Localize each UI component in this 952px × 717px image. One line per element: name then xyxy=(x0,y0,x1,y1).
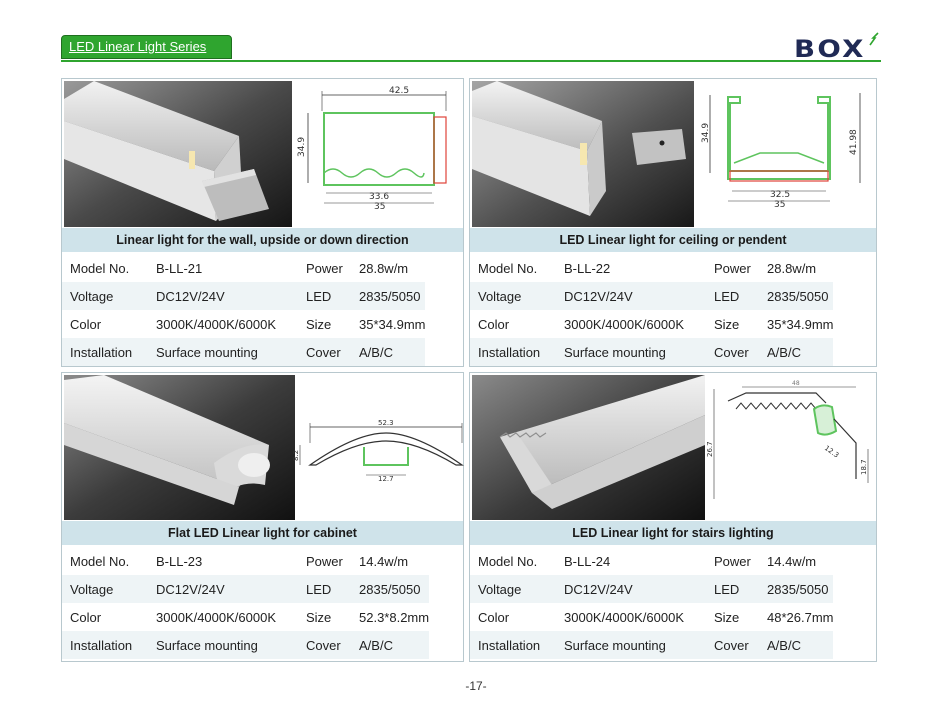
spec-value: 3000K/4000K/6000K xyxy=(148,603,298,631)
table-row xyxy=(62,338,425,366)
table-row xyxy=(470,282,833,310)
dim-inner: 12.7 xyxy=(378,475,394,483)
table-row xyxy=(470,310,833,338)
spec-table xyxy=(62,254,425,366)
spec-label: Size xyxy=(706,603,759,631)
spec-value: 2835/5050 xyxy=(351,575,429,603)
spec-value: Surface mounting xyxy=(148,338,298,366)
spec-value: 14.4w/m xyxy=(759,547,833,575)
spec-value: 28.8w/m xyxy=(351,254,425,282)
product-caption: Flat LED Linear light for cabinet xyxy=(62,521,463,545)
table-row xyxy=(470,338,833,366)
spec-value: 2835/5050 xyxy=(351,282,425,310)
spec-value: B-LL-24 xyxy=(556,547,706,575)
dim-top: 48 xyxy=(792,380,800,387)
product-caption: LED Linear light for stairs lighting xyxy=(470,521,876,545)
dim-inner: 32.5 xyxy=(770,190,791,200)
product-caption: LED Linear light for ceiling or pendent xyxy=(470,228,876,252)
dim-diag: 12.3 xyxy=(822,444,841,460)
table-row xyxy=(470,575,833,603)
spec-label: Installation xyxy=(62,338,148,366)
spec-label: Voltage xyxy=(470,282,556,310)
product-photo xyxy=(472,81,694,227)
spec-label: Model No. xyxy=(470,254,556,282)
spec-value: Surface mounting xyxy=(556,631,706,659)
header-divider xyxy=(61,60,881,62)
brand-name: BOX xyxy=(794,35,866,63)
spec-label: Installation xyxy=(62,631,148,659)
spec-label: LED xyxy=(298,575,351,603)
product-card-b-ll-23 xyxy=(61,372,464,662)
spec-label: Cover xyxy=(298,338,351,366)
spec-label: Power xyxy=(298,254,351,282)
spec-value: Surface mounting xyxy=(148,631,298,659)
spec-label: LED xyxy=(298,282,351,310)
spec-label: Size xyxy=(298,310,351,338)
spec-label: Power xyxy=(298,547,351,575)
spec-label: LED xyxy=(706,282,759,310)
spec-value: 35*34.9mm xyxy=(351,310,425,338)
spec-label: Size xyxy=(706,310,759,338)
table-row xyxy=(470,631,833,659)
spec-label: Color xyxy=(62,603,148,631)
table-row xyxy=(470,603,833,631)
dim-base: 35 xyxy=(774,200,786,210)
spec-value: 3000K/4000K/6000K xyxy=(556,310,706,338)
spec-label: Model No. xyxy=(62,254,148,282)
spec-label: Voltage xyxy=(470,575,556,603)
table-row xyxy=(62,310,425,338)
spec-value: 48*26.7mm xyxy=(759,603,833,631)
spec-label: Voltage xyxy=(62,575,148,603)
product-photo xyxy=(472,375,705,520)
spec-value: A/B/C xyxy=(759,338,833,366)
spec-value: Surface mounting xyxy=(556,338,706,366)
product-card-b-ll-22 xyxy=(469,78,877,367)
product-card-b-ll-24 xyxy=(469,372,877,662)
spec-value: 28.8w/m xyxy=(759,254,833,282)
spec-value: B-LL-23 xyxy=(148,547,298,575)
spec-table xyxy=(62,547,429,659)
spec-table xyxy=(470,547,833,659)
spec-value: 14.4w/m xyxy=(351,547,429,575)
spec-value: DC12V/24V xyxy=(148,282,298,310)
product-photo xyxy=(64,375,295,520)
dim-inner: 33.6 xyxy=(369,192,390,202)
table-row xyxy=(62,282,425,310)
dim-height: 26.7 xyxy=(706,441,714,457)
cross-section-drawing xyxy=(292,403,462,493)
spec-label: Cover xyxy=(706,631,759,659)
table-row xyxy=(62,254,425,282)
spec-value: 52.3*8.2mm xyxy=(351,603,429,631)
spec-value: A/B/C xyxy=(759,631,833,659)
table-row xyxy=(62,575,429,603)
spec-label: Color xyxy=(470,310,556,338)
spec-value: DC12V/24V xyxy=(148,575,298,603)
spec-label: Power xyxy=(706,254,759,282)
series-title-tab: LED Linear Light Series xyxy=(61,35,232,59)
spec-value: B-LL-22 xyxy=(556,254,706,282)
cross-section-drawing xyxy=(700,83,872,225)
spec-value: 3000K/4000K/6000K xyxy=(556,603,706,631)
table-row xyxy=(470,547,833,575)
table-row xyxy=(62,603,429,631)
spec-label: Power xyxy=(706,547,759,575)
product-photo xyxy=(64,81,292,227)
table-row xyxy=(62,547,429,575)
spark-icon xyxy=(868,32,880,46)
dim-width: 42.5 xyxy=(389,86,410,96)
spec-value: A/B/C xyxy=(351,631,429,659)
spec-label: Model No. xyxy=(62,547,148,575)
spec-table xyxy=(470,254,833,366)
dim-side: 18.7 xyxy=(860,459,868,475)
spec-label: Cover xyxy=(298,631,351,659)
spec-value: 2835/5050 xyxy=(759,575,833,603)
spec-label: Color xyxy=(470,603,556,631)
dim-height: 34.9 xyxy=(297,136,307,157)
dim-height-left: 34.9 xyxy=(701,122,711,143)
product-caption: Linear light for the wall, upside or down direction xyxy=(62,228,463,252)
spec-label: Color xyxy=(62,310,148,338)
spec-label: LED xyxy=(706,575,759,603)
spec-label: Size xyxy=(298,603,351,631)
dim-height: 8.2 xyxy=(292,449,300,461)
cross-section-drawing xyxy=(706,379,876,509)
product-card-b-ll-21 xyxy=(61,78,464,367)
spec-value: DC12V/24V xyxy=(556,575,706,603)
spec-label: Installation xyxy=(470,631,556,659)
spec-label: Voltage xyxy=(62,282,148,310)
dim-height-right: 41.98 xyxy=(849,129,859,155)
spec-value: 35*34.9mm xyxy=(759,310,833,338)
dim-base: 35 xyxy=(374,202,386,212)
spec-label: Installation xyxy=(470,338,556,366)
table-row xyxy=(470,254,833,282)
table-row xyxy=(62,631,429,659)
spec-label: Model No. xyxy=(470,547,556,575)
dim-width: 52.3 xyxy=(378,419,394,427)
cross-section-drawing xyxy=(294,83,460,225)
spec-value: 2835/5050 xyxy=(759,282,833,310)
spec-value: B-LL-21 xyxy=(148,254,298,282)
spec-label: Cover xyxy=(706,338,759,366)
page-number: -17- xyxy=(465,679,487,693)
spec-value: A/B/C xyxy=(351,338,425,366)
spec-value: DC12V/24V xyxy=(556,282,706,310)
spec-value: 3000K/4000K/6000K xyxy=(148,310,298,338)
